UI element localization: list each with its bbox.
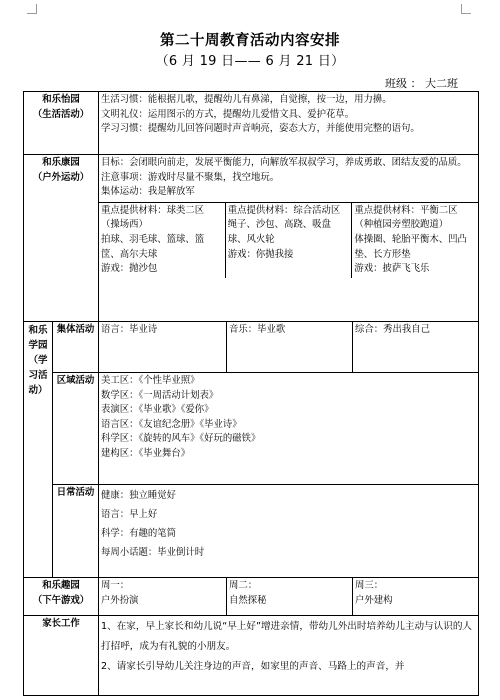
area-performance: 表演区：《毕业歌》《爱你》 bbox=[101, 404, 214, 416]
area-science: 科学区：《旋转的风车》《好玩的磁铁》 bbox=[101, 433, 261, 445]
daily-science: 科学：有趣的笔筒 bbox=[101, 528, 177, 539]
study-daily-row bbox=[24, 485, 479, 578]
daily-health: 健康：独立睡觉好 bbox=[101, 490, 177, 501]
afternoon-monday bbox=[99, 578, 227, 616]
life-content bbox=[99, 92, 479, 155]
afternoon-section-sub: （下午游戏） bbox=[32, 594, 90, 606]
page-corner-mark-right bbox=[461, 4, 471, 14]
parent-line-2: 2、请家长引导幼儿关注身边的声音，如家里的声音、马路上的声音，并 bbox=[101, 661, 405, 672]
area-language: 语言区：《友谊纪念册》《毕业诗》 bbox=[101, 418, 242, 430]
parent-section-header bbox=[24, 616, 99, 696]
study-daily-content bbox=[99, 485, 479, 578]
outdoor-group-activity: 集体运动：我是解放军 bbox=[101, 186, 195, 198]
zone-equipment: 拍球、羽毛球、篮球、篮筐、高尔夫球 bbox=[101, 233, 205, 260]
zone-materials: 重点提供材料：球类二区（操场西） bbox=[101, 204, 205, 231]
study-daily-label: 日常活动 bbox=[53, 485, 99, 578]
outdoor-goal: 目标：会闭眼向前走，发展平衡能力，向解放军叔叔学习，养成勇敢、团结友爱的品质。 bbox=[101, 157, 467, 168]
study-group-integrated: 综合：秀出我自己 bbox=[353, 322, 479, 373]
study-area-content bbox=[99, 373, 479, 485]
zone-materials: 重点提供材料：平衡二区（种植园旁塑胶跑道） bbox=[354, 204, 458, 231]
life-section-sub: （生活活动） bbox=[32, 108, 90, 120]
zone-equipment: 体操圈、轮胎平衡木、凹凸垫、长方形垫 bbox=[354, 233, 467, 260]
class-label: 班级 ： 大二班 bbox=[385, 77, 458, 90]
outdoor-zone-3 bbox=[351, 203, 478, 278]
page-corner-mark-left bbox=[27, 4, 37, 14]
study-section-sub: （学习活动） bbox=[28, 355, 48, 396]
afternoon-section-name: 和乐趣园 bbox=[42, 580, 80, 591]
outdoor-notes: 注意事项：游戏时尽量不聚集，找空地玩。 bbox=[101, 171, 280, 183]
study-group-label: 集体活动 bbox=[53, 322, 99, 373]
parent-section-name: 家长工作 bbox=[42, 618, 80, 629]
study-area-label: 区域活动 bbox=[53, 373, 99, 485]
day-label: 周三： bbox=[355, 580, 384, 591]
parent-line-1: 1、在家，早上家长和幼儿说“早上好”增进亲情，带幼儿外出时培养幼儿主动与认识的人打招呼，成为有礼貌的小朋友。 bbox=[101, 621, 473, 652]
area-art: 美工区：《个性毕业照》 bbox=[101, 375, 200, 386]
outdoor-row bbox=[24, 155, 479, 322]
day-activity: 自然探秘 bbox=[229, 594, 267, 606]
daily-language: 语言：早上好 bbox=[101, 509, 158, 520]
date-range: （6 月 19 日—— 6 月 21 日） bbox=[155, 54, 345, 69]
outdoor-content bbox=[99, 155, 479, 322]
afternoon-tuesday bbox=[227, 578, 353, 616]
life-line-study: 学习习惯：提醒幼儿回答问题时声音响亮，姿态大方，并能使用完整的语句。 bbox=[101, 123, 420, 135]
daily-weekly-topic: 每周小话题：毕业倒计时 bbox=[101, 547, 205, 558]
outdoor-section-sub: （户外运动） bbox=[32, 171, 90, 183]
outdoor-section-header bbox=[24, 155, 99, 322]
outdoor-section-name: 和乐康园 bbox=[42, 157, 80, 168]
life-line-habit: 生活习惯：能根据儿歌，提醒幼儿有鼻涕，自觉擦，按一边，用力擤。 bbox=[101, 94, 392, 105]
study-group-row bbox=[24, 322, 479, 373]
zone-equipment: 绳子、沙包、高跷、吸盘球、风火轮 bbox=[227, 219, 331, 245]
study-section-header bbox=[24, 322, 53, 578]
day-activity: 户外建构 bbox=[355, 594, 393, 606]
area-math: 数学区：《一周活动计划表》 bbox=[101, 389, 219, 401]
parent-row bbox=[24, 616, 479, 696]
study-group-music: 音乐：毕业歌 bbox=[227, 322, 353, 373]
life-row bbox=[24, 92, 479, 155]
study-section-name: 和乐学园 bbox=[28, 325, 48, 351]
day-label: 周一： bbox=[101, 580, 130, 591]
study-area-row bbox=[24, 373, 479, 485]
afternoon-wednesday bbox=[353, 578, 479, 616]
life-section-header bbox=[24, 92, 99, 155]
outdoor-zones bbox=[99, 202, 478, 278]
zone-game: 游戏：你抛我接 bbox=[227, 248, 294, 260]
schedule-table bbox=[23, 91, 479, 696]
document-title: 第二十周教育活动内容安排 bbox=[160, 33, 340, 49]
life-section-name: 和乐怡园 bbox=[42, 94, 80, 105]
area-construction: 建构区：《毕业舞台》 bbox=[101, 447, 191, 459]
parent-content bbox=[99, 616, 479, 696]
afternoon-row bbox=[24, 578, 479, 616]
zone-game: 游戏：抛沙包 bbox=[101, 263, 158, 275]
day-label: 周二： bbox=[229, 580, 258, 591]
day-activity: 户外扮演 bbox=[101, 594, 139, 606]
zone-materials: 重点提供材料：综合活动区 bbox=[227, 204, 341, 216]
outdoor-zone-2 bbox=[225, 203, 352, 278]
life-line-manners: 文明礼仪：运用图示的方式，提醒幼儿爱惜文具、爱护花草。 bbox=[101, 108, 355, 120]
zone-game: 游戏：披萨飞飞乐 bbox=[354, 263, 430, 275]
afternoon-section-header bbox=[24, 578, 99, 616]
study-group-language: 语言：毕业诗 bbox=[99, 322, 227, 373]
outdoor-zone-1 bbox=[99, 203, 225, 278]
